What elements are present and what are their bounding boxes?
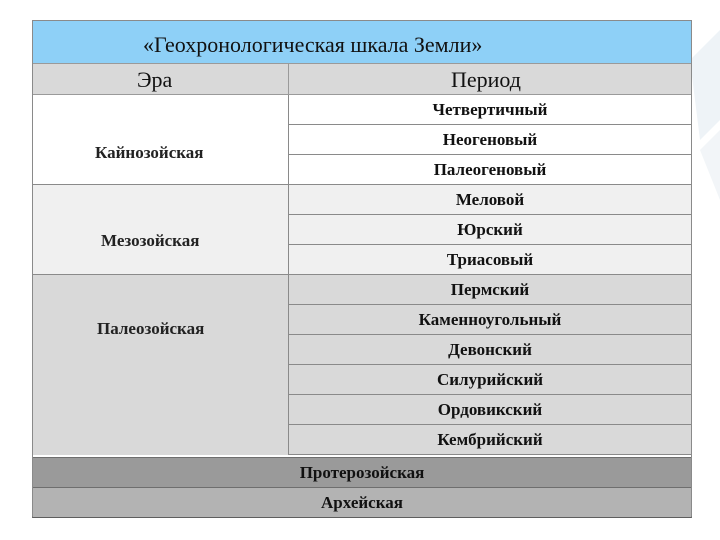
period-cell: Триасовый bbox=[288, 245, 691, 275]
header-period-cell bbox=[288, 63, 691, 95]
era-name: Палеозойская bbox=[97, 319, 205, 338]
period-cell: Каменноугольный bbox=[288, 305, 691, 335]
header-era-label: Эра bbox=[137, 67, 173, 92]
geochronological-table bbox=[32, 20, 692, 518]
period-cell: Четвертичный bbox=[288, 95, 691, 125]
period-cell: Кембрийский bbox=[288, 425, 691, 455]
period-cell: Меловой bbox=[288, 185, 691, 215]
era-cell-paleozoic bbox=[33, 275, 288, 455]
period-cell: Девонский bbox=[288, 335, 691, 365]
header-era-cell bbox=[33, 63, 288, 95]
era-name: Кайнозойская bbox=[95, 143, 204, 162]
era-cell-mesozoic bbox=[33, 185, 288, 275]
period-cell: Силурийский bbox=[288, 365, 691, 395]
period-cell: Палеогеновый bbox=[288, 155, 691, 185]
table-title: «Геохронологическая шкала Земли» bbox=[143, 32, 483, 57]
era-name: Мезозойская bbox=[101, 231, 200, 250]
era-cell-cenozoic bbox=[33, 95, 288, 185]
period-cell: Юрский bbox=[288, 215, 691, 245]
header-period-label: Период bbox=[451, 67, 521, 92]
title-bar bbox=[33, 21, 691, 63]
period-cell: Неогеновый bbox=[288, 125, 691, 155]
era-row-archean: Архейская bbox=[33, 487, 691, 517]
period-cell: Пермский bbox=[288, 275, 691, 305]
era-row-proterozoic: Протерозойская bbox=[33, 457, 691, 487]
period-cell: Ордовикский bbox=[288, 395, 691, 425]
